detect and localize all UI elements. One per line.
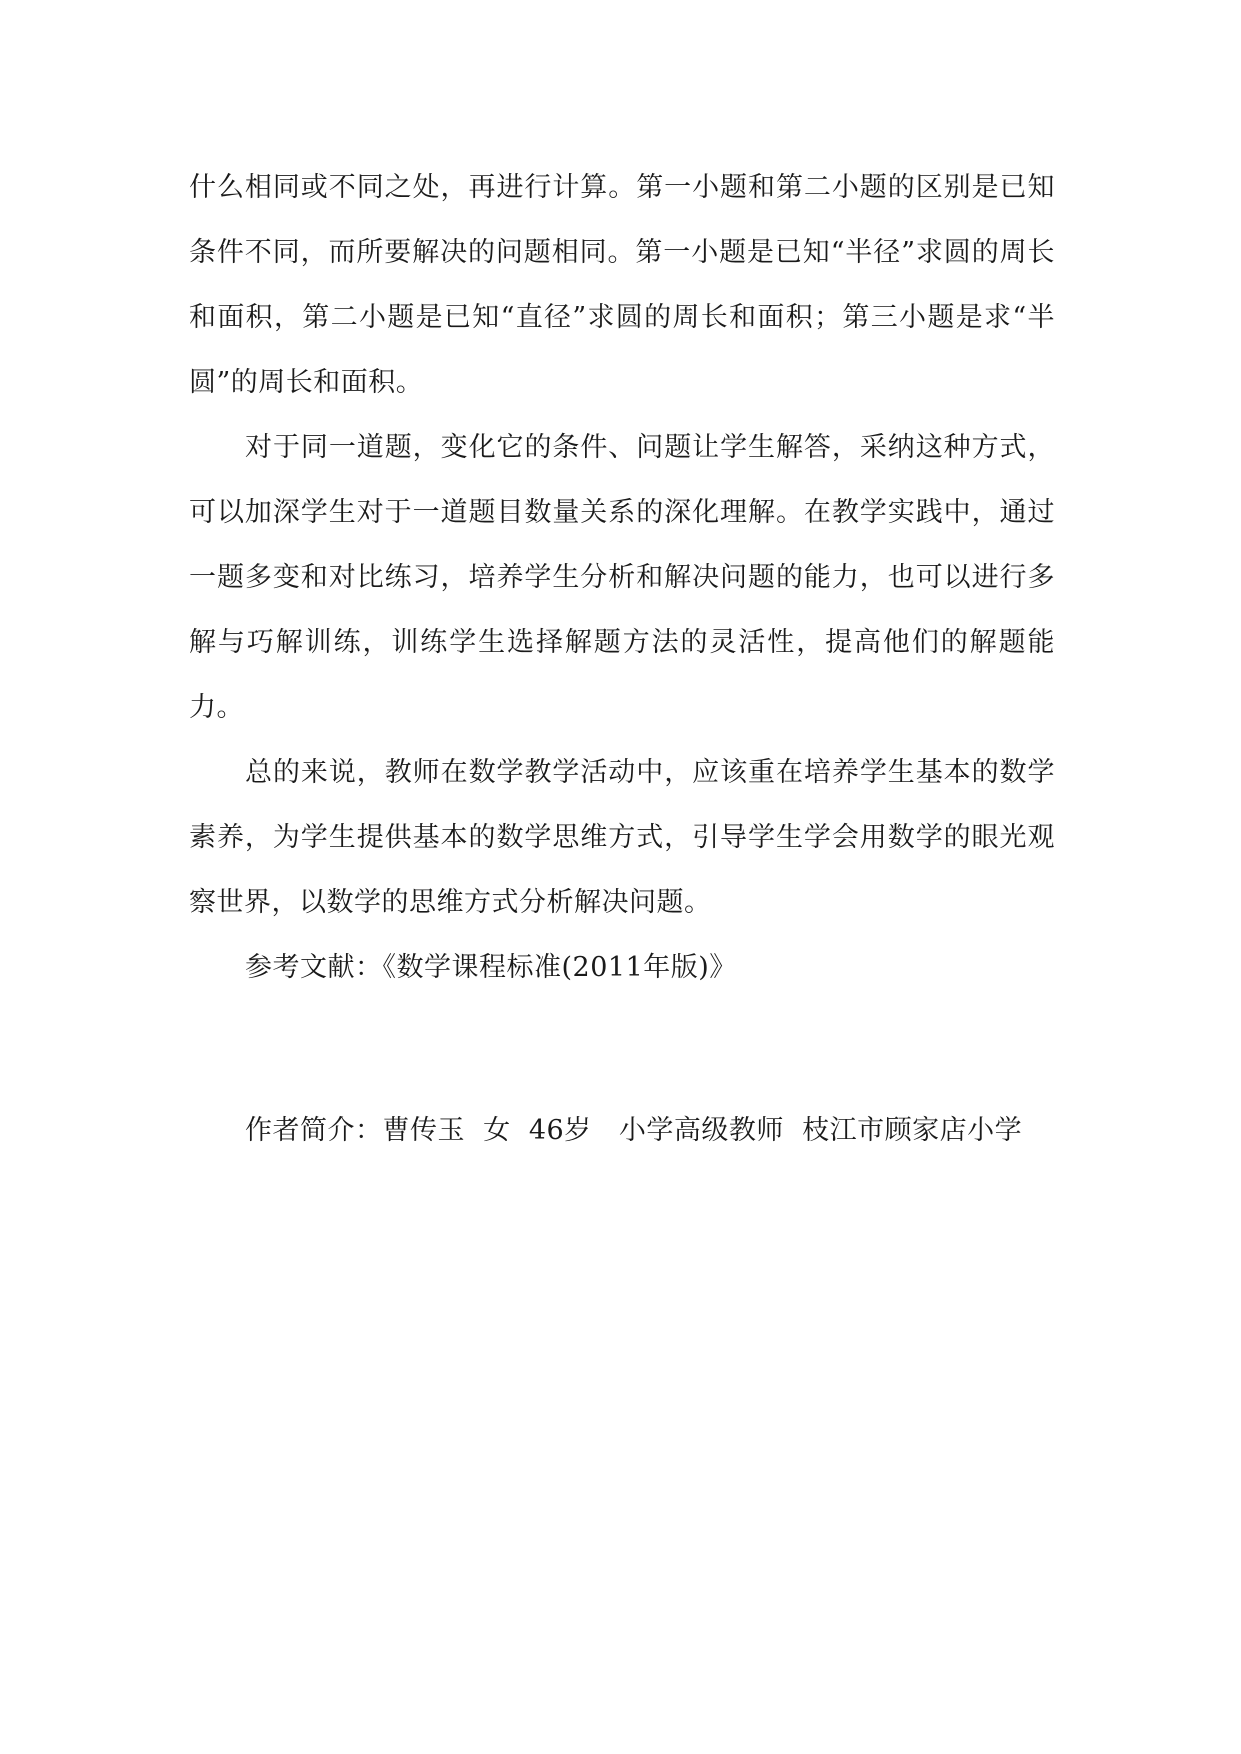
- paragraph-continuation: 什么相同或不同之处，再进行计算。第一小题和第二小题的区别是已知条件不同，而所要解决的问题相同。第一小题是已知“半径”求圆的周长和面积，第二小题是已知“直径”求圆的周长和面积；第三小题是求“半圆”的周长和面积。: [189, 172, 1055, 398]
- document-body: [189, 155, 1055, 1163]
- author-intro: 作者简介：曹传玉 女 46岁 小学高级教师 枝江市顾家店小学: [245, 1115, 1023, 1146]
- paragraph-conclusion: 总的来说，教师在数学教学活动中，应该重在培养学生基本的数学素养，为学生提供基本的数学思维方式，引导学生学会用数学的眼光观察世界，以数学的思维方式分析解决问题。: [189, 757, 1055, 918]
- reference-line: 参考文献：《数学课程标准(2011年版)》: [245, 952, 737, 983]
- paragraph-variation-practice: 对于同一道题，变化它的条件、问题让学生解答，采纳这种方式，可以加深学生对于一道题目数量关系的深化理解。在教学实践中，通过一题多变和对比练习，培养学生分析和解决问题的能力，也可以进行多解与巧解训练，训练学生选择解题方法的灵活性，提高他们的解题能力。: [189, 432, 1055, 723]
